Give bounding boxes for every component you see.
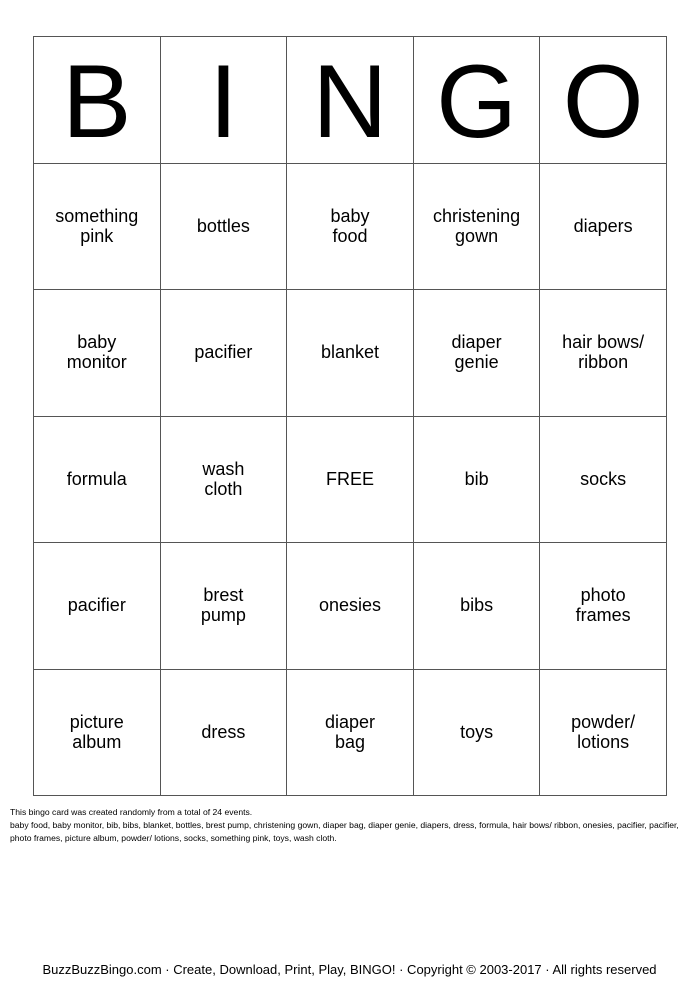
cell-label: brest pump — [200, 585, 246, 626]
header-letter-i: I — [160, 37, 287, 164]
header-letter-n: N — [287, 37, 414, 164]
bingo-cell — [540, 290, 667, 417]
cell-label: formula — [66, 468, 127, 489]
bingo-row — [34, 416, 667, 543]
cell-label: dress — [201, 721, 246, 742]
bingo-cell — [287, 163, 414, 290]
bingo-header-row — [34, 37, 667, 164]
cell-label: onesies — [318, 595, 381, 616]
cell-label: christening gown — [433, 205, 521, 246]
cell-label: socks — [580, 468, 627, 489]
bingo-row — [34, 290, 667, 417]
cell-label: pacifier — [67, 595, 126, 616]
event-list: baby food, baby monitor, bib, bibs, blanket, bottles, brest pump, christening gown, diaper bag, diaper genie, diapers, dress, formula, hair bows/ ribbon, onesies, pacifier, pacifier, photo frames, picture album, powder/ lotions, socks, something pink, toys, wash cloth. — [10, 820, 679, 843]
bingo-cell — [34, 290, 161, 417]
header-letter-g: G — [413, 37, 540, 164]
cell-label: hair bows/ ribbon — [562, 332, 645, 373]
cell-label: picture album — [69, 711, 124, 752]
bingo-card — [33, 36, 667, 796]
cell-label: diaper bag — [324, 711, 375, 752]
bingo-cell — [540, 416, 667, 543]
cell-label: wash cloth — [202, 458, 245, 499]
cell-label: photo frames — [575, 585, 631, 626]
card-summary: This bingo card was created randomly from a total of 24 events. — [10, 807, 253, 817]
bingo-cell — [160, 543, 287, 670]
bingo-cell — [160, 163, 287, 290]
bingo-cell — [413, 669, 540, 796]
bingo-row — [34, 669, 667, 796]
bingo-cell — [34, 416, 161, 543]
bingo-cell — [287, 543, 414, 670]
bingo-cell — [160, 290, 287, 417]
cell-label: bib — [464, 468, 489, 489]
cell-label: baby monitor — [66, 332, 127, 373]
bingo-row — [34, 543, 667, 670]
bingo-cell — [540, 543, 667, 670]
cell-label: toys — [460, 721, 494, 742]
bingo-cell — [34, 163, 161, 290]
free-space-cell — [287, 416, 414, 543]
footer-credits: BuzzBuzzBingo.com · Create, Download, Print, Play, BINGO! · Copyright © 2003-2017 · All rights reserved — [42, 962, 657, 977]
bingo-cell — [413, 290, 540, 417]
bingo-cell — [540, 163, 667, 290]
bingo-cell — [540, 669, 667, 796]
free-space-label: FREE — [325, 468, 374, 489]
bingo-cell — [160, 416, 287, 543]
bingo-cell — [413, 543, 540, 670]
cell-label: diapers — [573, 215, 633, 236]
cell-label: powder/ lotions — [571, 711, 636, 752]
bingo-cell — [413, 163, 540, 290]
bingo-cell — [287, 669, 414, 796]
cell-label: baby food — [330, 205, 370, 246]
header-letter-b: B — [34, 37, 161, 164]
cell-label: something pink — [55, 205, 139, 246]
bingo-cell — [413, 416, 540, 543]
bingo-cell — [160, 669, 287, 796]
card-info — [10, 806, 690, 845]
bingo-cell — [287, 290, 414, 417]
bingo-row — [34, 163, 667, 290]
bingo-cell — [34, 543, 161, 670]
cell-label: pacifier — [194, 342, 253, 363]
cell-label: bibs — [460, 595, 494, 616]
cell-label: diaper genie — [451, 332, 502, 373]
cell-label: bottles — [196, 215, 250, 236]
bingo-cell — [34, 669, 161, 796]
header-letter-o: O — [540, 37, 667, 164]
cell-label: blanket — [320, 342, 379, 363]
